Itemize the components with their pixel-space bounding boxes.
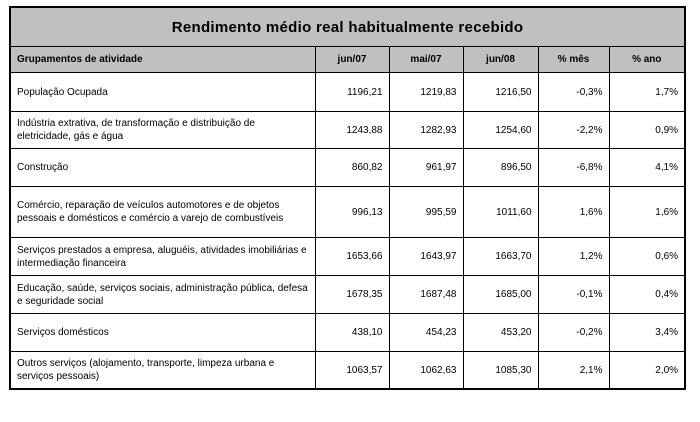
table-row	[10, 73, 685, 112]
row-label: Educação, saúde, serviços sociais, administração pública, defesa e seguridade social	[10, 276, 315, 314]
row-label: Serviços domésticos	[10, 314, 315, 352]
cell-jun07: 1678,35	[315, 276, 389, 314]
cell-pct-year: 2,0%	[609, 352, 685, 390]
cell-jun08: 1085,30	[463, 352, 538, 390]
table-row	[10, 238, 685, 276]
cell-jun08: 1685,00	[463, 276, 538, 314]
cell-jun07: 1243,88	[315, 112, 389, 149]
table-row	[10, 352, 685, 390]
table-row	[10, 187, 685, 238]
cell-mai07: 1643,97	[389, 238, 463, 276]
cell-jun07: 996,13	[315, 187, 389, 238]
cell-jun07: 860,82	[315, 149, 389, 187]
cell-jun08: 1663,70	[463, 238, 538, 276]
header-activity-groups: Grupamentos de atividade	[10, 47, 315, 73]
header-row	[10, 47, 685, 73]
cell-mai07: 1062,63	[389, 352, 463, 390]
cell-pct-month: -2,2%	[538, 112, 609, 149]
table-row	[10, 112, 685, 149]
cell-pct-month: 1,6%	[538, 187, 609, 238]
table-row	[10, 314, 685, 352]
cell-mai07: 454,23	[389, 314, 463, 352]
row-label: Indústria extrativa, de transformação e distribuição de eletricidade, gás e água	[10, 112, 315, 149]
cell-jun08: 1011,60	[463, 187, 538, 238]
table-title: Rendimento médio real habitualmente recebido	[10, 7, 685, 47]
cell-mai07: 1219,83	[389, 73, 463, 112]
cell-jun07: 1653,66	[315, 238, 389, 276]
row-label: População Ocupada	[10, 73, 315, 112]
header-jun08: jun/08	[463, 47, 538, 73]
cell-pct-month: -6,8%	[538, 149, 609, 187]
table-row	[10, 149, 685, 187]
cell-pct-year: 0,4%	[609, 276, 685, 314]
cell-jun07: 1196,21	[315, 73, 389, 112]
cell-pct-year: 3,4%	[609, 314, 685, 352]
cell-jun08: 1254,60	[463, 112, 538, 149]
cell-pct-month: -0,3%	[538, 73, 609, 112]
row-label: Serviços prestados a empresa, aluguéis, atividades imobiliárias e intermediação financeira	[10, 238, 315, 276]
header-pct-month: % mês	[538, 47, 609, 73]
cell-jun08: 453,20	[463, 314, 538, 352]
cell-jun08: 1216,50	[463, 73, 538, 112]
row-label: Comércio, reparação de veículos automotores e de objetos pessoais e domésticos e comércio a varejo de combustíveis	[10, 187, 315, 238]
cell-pct-year: 0,9%	[609, 112, 685, 149]
cell-pct-month: -0,1%	[538, 276, 609, 314]
cell-pct-year: 1,7%	[609, 73, 685, 112]
income-table	[9, 6, 686, 390]
cell-mai07: 995,59	[389, 187, 463, 238]
cell-pct-month: 1,2%	[538, 238, 609, 276]
header-mai07: mai/07	[389, 47, 463, 73]
income-table-container	[9, 6, 684, 390]
header-pct-year: % ano	[609, 47, 685, 73]
cell-jun07: 438,10	[315, 314, 389, 352]
table-row	[10, 276, 685, 314]
cell-mai07: 1282,93	[389, 112, 463, 149]
cell-pct-month: -0,2%	[538, 314, 609, 352]
row-label: Construção	[10, 149, 315, 187]
cell-pct-month: 2,1%	[538, 352, 609, 390]
cell-mai07: 961,97	[389, 149, 463, 187]
cell-mai07: 1687,48	[389, 276, 463, 314]
cell-pct-year: 1,6%	[609, 187, 685, 238]
cell-jun08: 896,50	[463, 149, 538, 187]
cell-jun07: 1063,57	[315, 352, 389, 390]
cell-pct-year: 0,6%	[609, 238, 685, 276]
header-jun07: jun/07	[315, 47, 389, 73]
row-label: Outros serviços (alojamento, transporte, limpeza urbana e serviços pessoais)	[10, 352, 315, 390]
cell-pct-year: 4,1%	[609, 149, 685, 187]
